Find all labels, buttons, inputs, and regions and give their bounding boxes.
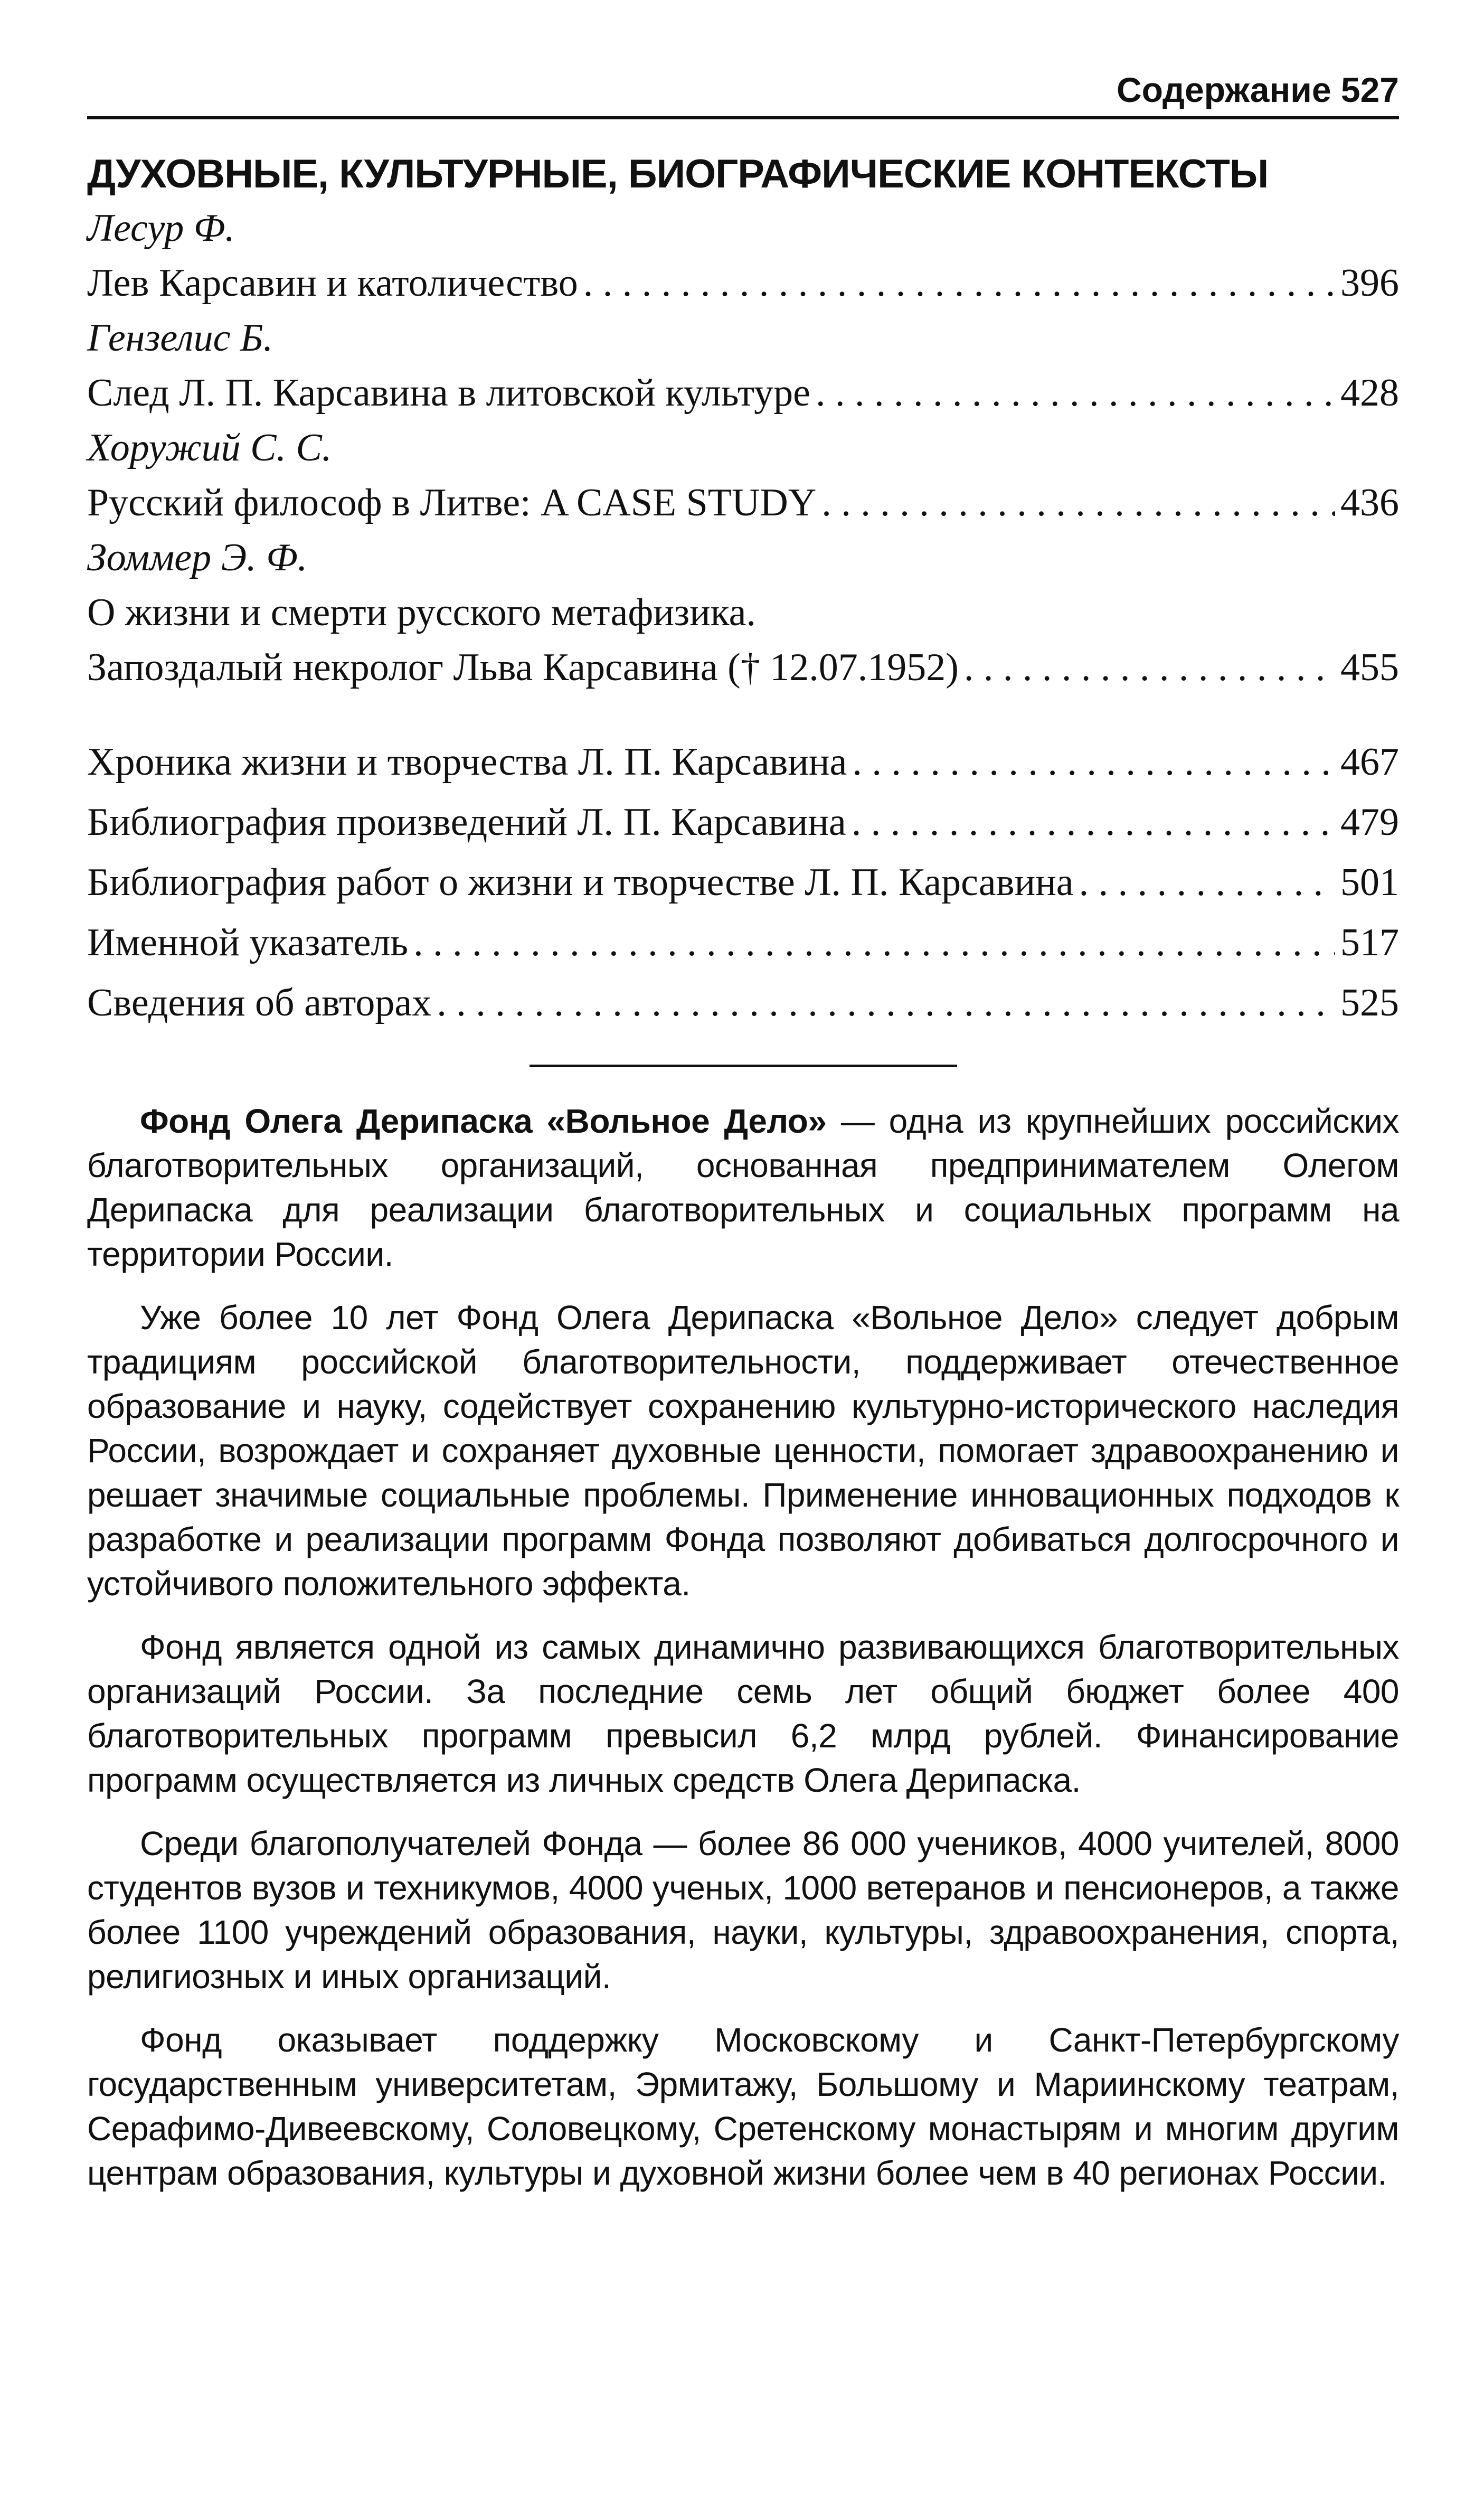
toc-title-line: О жизни и смерти русского метафизика.: [87, 591, 756, 634]
appendix-page-number: 517: [1340, 921, 1399, 964]
appendix-line: [87, 973, 1399, 1033]
toc-leader-dots: [964, 640, 1335, 695]
appendix-title: Библиография работ о жизни и творчестве Л. П. Карсавина: [87, 861, 1074, 904]
toc-leader-dots: [852, 732, 1335, 792]
appendix-page-number: 479: [1340, 801, 1399, 844]
spacer: [87, 695, 1399, 732]
paragraph-text: — одна из крупнейших российских благотворительных организаций, основанная предпринимателем Олегом Дерипаска для реализации благотворительных и социальных программ на территории России.: [87, 1102, 1399, 1273]
toc-leader-dots: [852, 792, 1335, 852]
appendix-title: Хроника жизни и творчества Л. П. Карсавина: [87, 740, 847, 784]
toc-line: [87, 256, 1399, 311]
toc-page-number: 428: [1340, 371, 1399, 415]
appendix-line: [87, 792, 1399, 852]
appendix-page-number: 501: [1340, 861, 1399, 904]
toc-line: [87, 475, 1399, 530]
section-title: ДУХОВНЫЕ, КУЛЬТУРНЫЕ, БИОГРАФИЧЕСКИЕ КОНТЕКСТЫ: [87, 152, 1269, 196]
appendix-title: Библиография произведений Л. П. Карсавина: [87, 801, 846, 844]
running-head: [87, 63, 1399, 127]
toc-entry: [87, 420, 1399, 530]
toc-title: Лев Карсавин и католичество: [87, 261, 578, 305]
appendix-title: Сведения об авторах: [87, 981, 432, 1024]
foundation-name: Фонд Олега Дерипаска «Вольное Дело»: [140, 1102, 827, 1140]
toc-author: Гензелис Б.: [87, 316, 273, 360]
foundation-text: [87, 1099, 1399, 2195]
toc-leader-dots: [1079, 852, 1335, 913]
appendix-line: [87, 852, 1399, 913]
toc-title: След Л. П. Карсавина в литовской культуре: [87, 371, 810, 415]
book-page: [87, 63, 1399, 2214]
toc-leader-dots: [583, 256, 1335, 311]
toc-leader-dots: [816, 365, 1335, 420]
appendix-title: Именной указатель: [87, 921, 409, 964]
toc-page-number: 436: [1340, 481, 1399, 524]
toc-author: Хоружий С. С.: [87, 426, 332, 469]
toc-author: Лесур Ф.: [87, 206, 235, 250]
toc-entry: [87, 201, 1399, 311]
header-rule: [87, 116, 1399, 119]
appendix-list: [87, 732, 1399, 1033]
toc-page-number: 396: [1340, 261, 1399, 305]
toc-page-number: 455: [1340, 646, 1399, 689]
toc-title: Русский философ в Литве: A CASE STUDY: [87, 481, 817, 524]
toc-leader-dots: [821, 475, 1335, 530]
appendix-page-number: 467: [1340, 740, 1399, 784]
paragraph: Среди благополучателей Фонда — более 86 000 учеников, 4000 учителей, 8000 студентов вузов и техникумов, 4000 ученых, 1000 ветеранов и пенсионеров, а также более 1100 учреждений образования, науки, культуры, здравоохранения, спорта, религиозных и иных организаций.: [87, 1824, 1399, 1996]
toc-leader-dots: [413, 913, 1335, 973]
appendix-line: [87, 732, 1399, 792]
toc-author: Зоммер Э. Ф.: [87, 536, 308, 579]
toc-section: [87, 201, 1399, 695]
paragraph: Фонд оказывает поддержку Московскому и Санкт-Петербургскому государственным университетам, Эрмитажу, Большому и Мариинскому театрам, Серафимо-Дивеевскому, Соловецкому, Сретенскому монастырям и многим другим центрам образования, культуры и духовной жизни более чем в 40 регионах России.: [87, 2021, 1399, 2192]
section-divider: [530, 1065, 957, 1067]
toc-line: [87, 365, 1399, 420]
appendix-line: [87, 913, 1399, 973]
appendix-page-number: 525: [1340, 981, 1399, 1024]
toc-leader-dots: [437, 973, 1335, 1033]
toc-entry: [87, 530, 1399, 695]
toc-line: [87, 640, 1399, 695]
paragraph: Фонд является одной из самых динамично развивающихся благотворительных организаций России. За последние семь лет общий бюджет более 400 благотворительных программ превысил 6,2 млрд рублей. Финансирование программ осуществляется из личных средств Олега Дерипаска.: [87, 1628, 1399, 1799]
paragraph: Уже более 10 лет Фонд Олега Дерипаска «Вольное Дело» следует добрым традициям российской благотворительности, поддерживает отечественное образование и науку, содействует сохранению культурно-исторического наследия России, возрождает и сохраняет духовные ценности, помогает здравоохранению и решает значимые социальные проблемы. Применение инновационных подходов к разработке и реализации программ Фонда позволяют добиваться долгосрочного и устойчивого положительного эффекта.: [87, 1299, 1399, 1603]
paragraph: [87, 1099, 1399, 1276]
toc-title: Запоздалый некролог Льва Карсавина († 12.07.1952): [87, 646, 959, 689]
toc-entry: [87, 311, 1399, 420]
running-head-text: Содержание 527: [1116, 70, 1399, 109]
